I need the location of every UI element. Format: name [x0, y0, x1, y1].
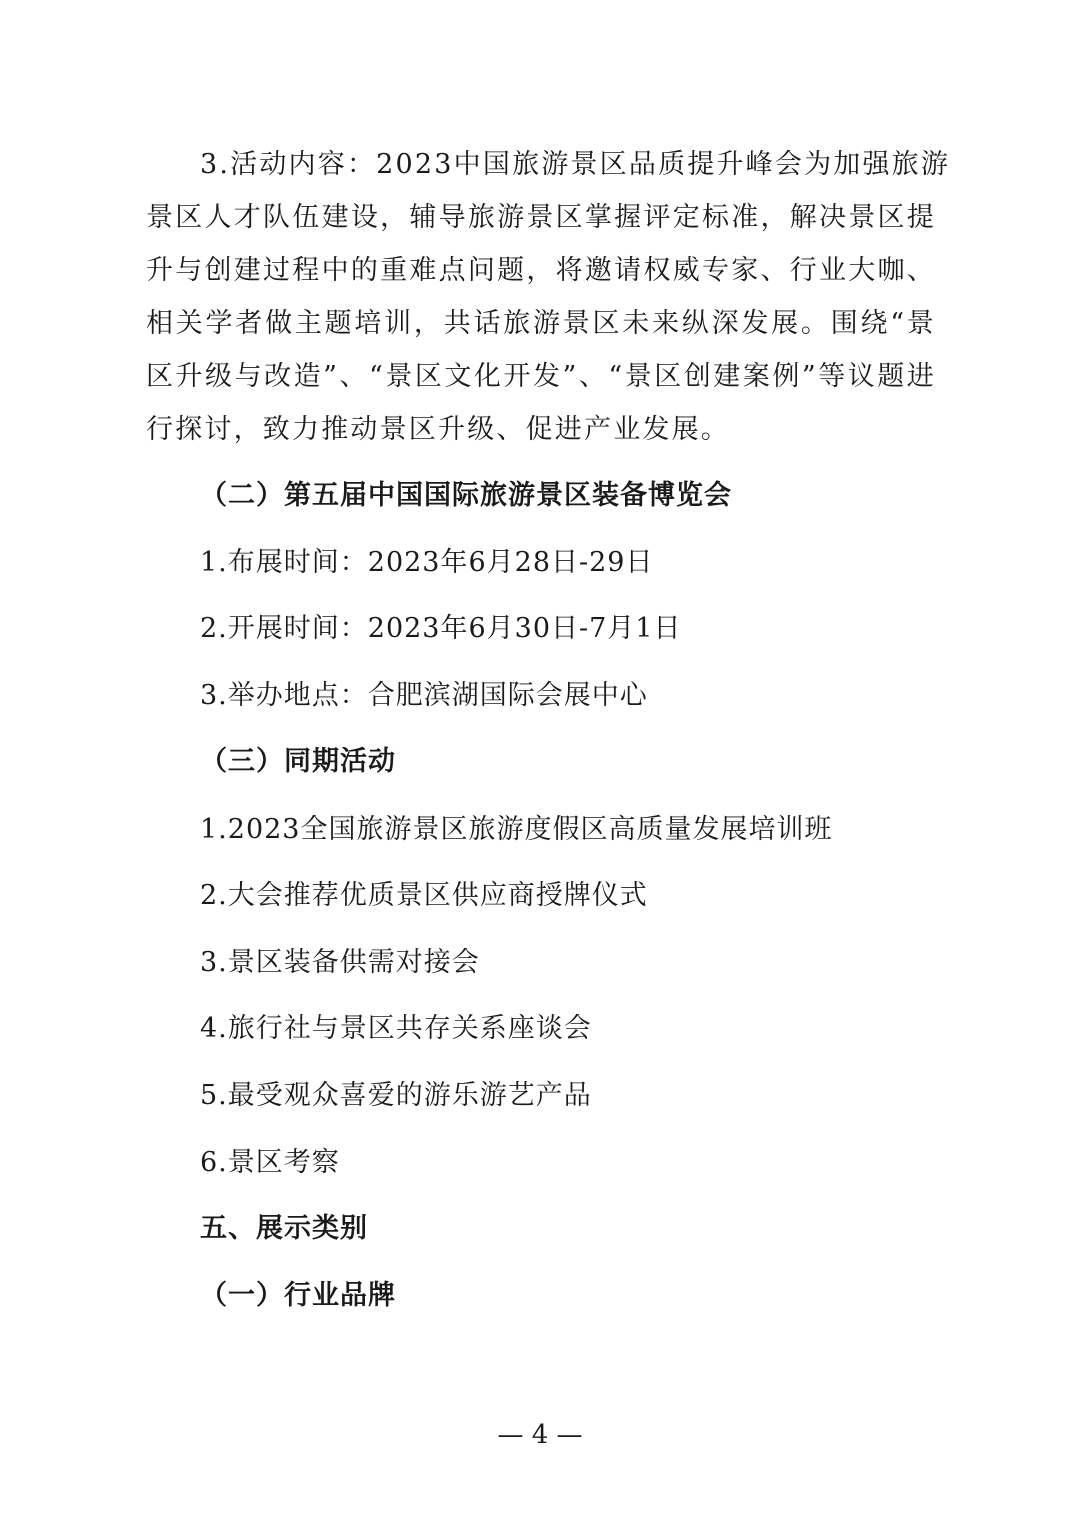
- expo-item-venue: 3.举办地点：合肥滨湖国际会展中心: [200, 680, 648, 711]
- activity-item-3: 3.景区装备供需对接会: [200, 947, 480, 978]
- page-number: — 4 —: [497, 1420, 583, 1450]
- activity-item-4: 4.旅行社与景区共存关系座谈会: [200, 1013, 592, 1044]
- section-heading-activities: （三）同期活动: [200, 746, 396, 777]
- paragraph-line-4: 相关学者做主题培训，共话旅游景区未来纵深发展。围绕“景: [146, 308, 936, 339]
- section-heading-expo: （二）第五届中国国际旅游景区装备博览会: [200, 480, 732, 511]
- expo-item-open-time: 2.开展时间：2023年6月30日-7月1日: [200, 613, 682, 644]
- section-heading-categories: 五、展示类别: [200, 1213, 368, 1244]
- section-heading-brand: （一）行业品牌: [200, 1280, 396, 1311]
- paragraph-line-3: 升与创建过程中的重难点问题，将邀请权威专家、行业大咖、: [146, 255, 936, 286]
- activity-item-1: 1.2023全国旅游景区旅游度假区高质量发展培训班: [200, 814, 833, 845]
- activity-item-6: 6.景区考察: [200, 1147, 340, 1178]
- paragraph-line-1: 3.活动内容：2023中国旅游景区品质提升峰会为加强旅游: [200, 149, 951, 180]
- paragraph-line-6: 行探讨，致力推动景区升级、促进产业发展。: [146, 414, 730, 445]
- activity-item-2: 2.大会推荐优质景区供应商授牌仪式: [200, 880, 648, 911]
- paragraph-line-2: 景区人才队伍建设，辅导旅游景区掌握评定标准，解决景区提: [146, 202, 936, 233]
- activity-item-5: 5.最受观众喜爱的游乐游艺产品: [200, 1080, 592, 1111]
- expo-item-setup-time: 1.布展时间：2023年6月28日-29日: [200, 547, 654, 578]
- paragraph-line-5: 区升级与改造”、“景区文化开发”、“景区创建案例”等议题进: [146, 361, 936, 392]
